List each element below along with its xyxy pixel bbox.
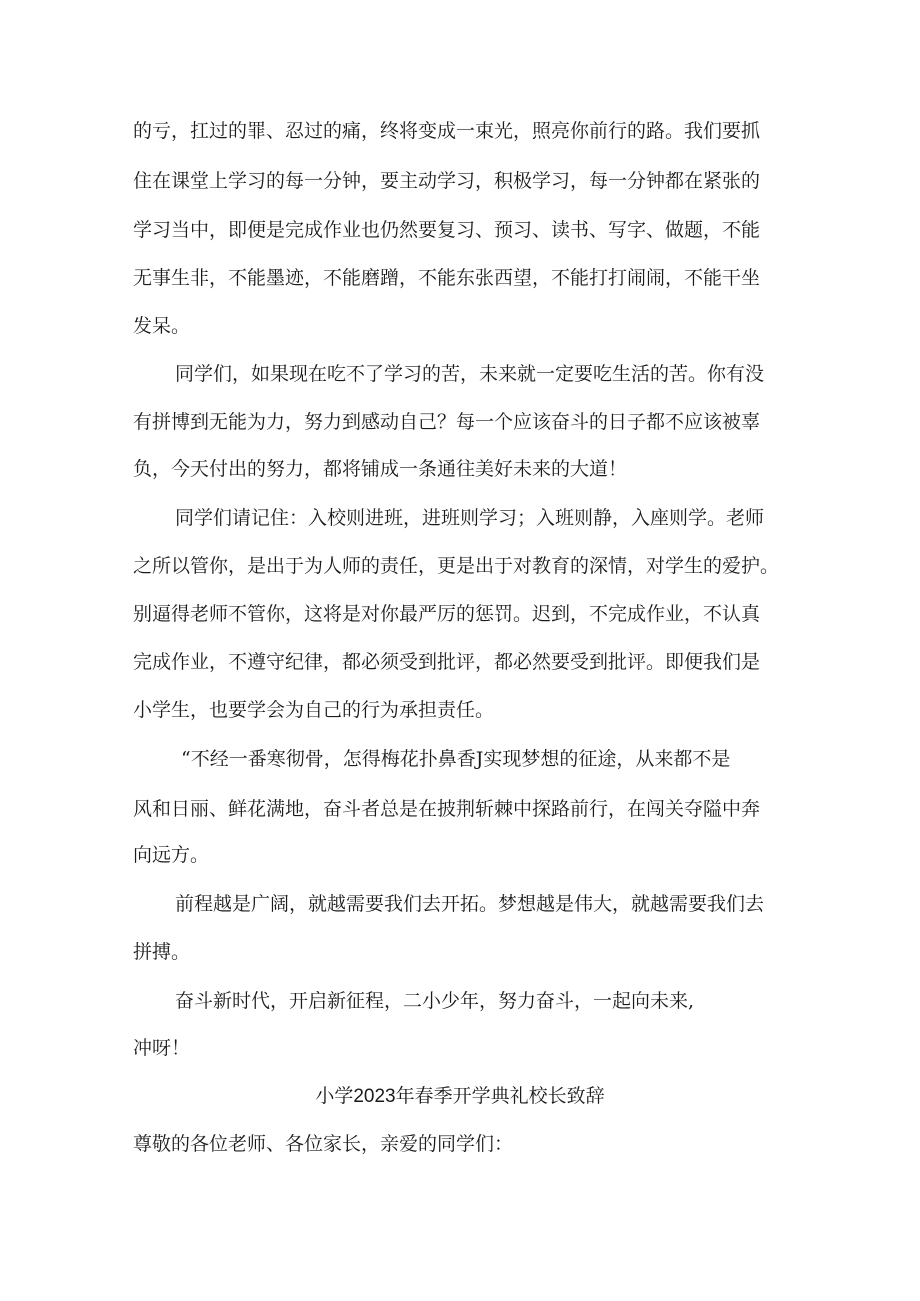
paragraph-line: 之所以管你，是出于为人师的责任，更是出于对教育的深情，对学生的爱护。 bbox=[133, 555, 780, 577]
title-prefix: 小学 bbox=[315, 1085, 354, 1107]
paragraph-line: 有拼博到无能为力，努力到感动自己？每一个应该奋斗的日子都不应该被辜 bbox=[133, 411, 761, 433]
paragraph-line: 负，今天付出的努力，都将铺成一条通往美好未来的大道！ bbox=[133, 458, 628, 480]
paragraph-line: 奋斗新时代，开启新征程，二小少年，努力奋斗，一起向未来, bbox=[175, 990, 695, 1012]
paragraph-line: 同学们请记住：入校则进班，进班则学习；入班则静，入座则学。老师 bbox=[175, 507, 765, 529]
paragraph-line: 同学们，如果现在吃不了学习的苦，未来就一定要吃生活的苦。你有没 bbox=[175, 363, 765, 385]
paragraph-line: 住在课堂上学习的每一分钟，要主动学习，积极学习，每一分钟都在紧张的 bbox=[133, 170, 761, 192]
paragraph-line: 别逼得老师不管你，这将是对你最严厉的惩罚。迟到，不完成作业，不认真 bbox=[133, 603, 761, 625]
paragraph-line: 完成作业，不遵守纪律，都必须受到批评，都必然要受到批评。即便我们是 bbox=[133, 651, 761, 673]
title-suffix: 年春季开学典礼校长致辞 bbox=[395, 1085, 605, 1107]
paragraph-line: 的亏，扛过的罪、忍过的痛，终将变成一束光，照亮你前行的路。我们要抓 bbox=[133, 120, 761, 142]
salutation: 尊敬的各位老师、各位家长，亲爱的同学们： bbox=[133, 1133, 514, 1155]
paragraph-line: 无事生非，不能墨迹，不能磨蹭，不能东张西望，不能打打闹闹，不能干坐 bbox=[133, 267, 761, 289]
paragraph-line: 发呆。 bbox=[133, 315, 191, 337]
paragraph-line: 前程越是广阔，就越需要我们去开拓。梦想越是伟大，就越需要我们去 bbox=[175, 893, 765, 915]
paragraph-line: 冲呀！ bbox=[133, 1037, 191, 1059]
page-title bbox=[0, 1084, 920, 1109]
title-year: 2023 bbox=[353, 1086, 396, 1107]
paragraph-line: 学习当中，即便是完成作业也仍然要复习、预习、读书、写字、做题，不能 bbox=[133, 219, 761, 241]
paragraph-line: 向远方。 bbox=[133, 844, 210, 866]
paragraph-line: 小学生，也要学会为自己的行为承担责任。 bbox=[133, 699, 495, 721]
paragraph-line: 风和日丽、鲜花满地，奋斗者总是在披荆斩棘中探路前行，在闯关夺隘中奔 bbox=[133, 798, 761, 820]
paragraph-line: 拼搏。 bbox=[133, 941, 191, 963]
paragraph-line: “不经一番寒彻骨，怎得梅花扑鼻香J实现梦想的征途，从来都不是 bbox=[181, 748, 731, 770]
